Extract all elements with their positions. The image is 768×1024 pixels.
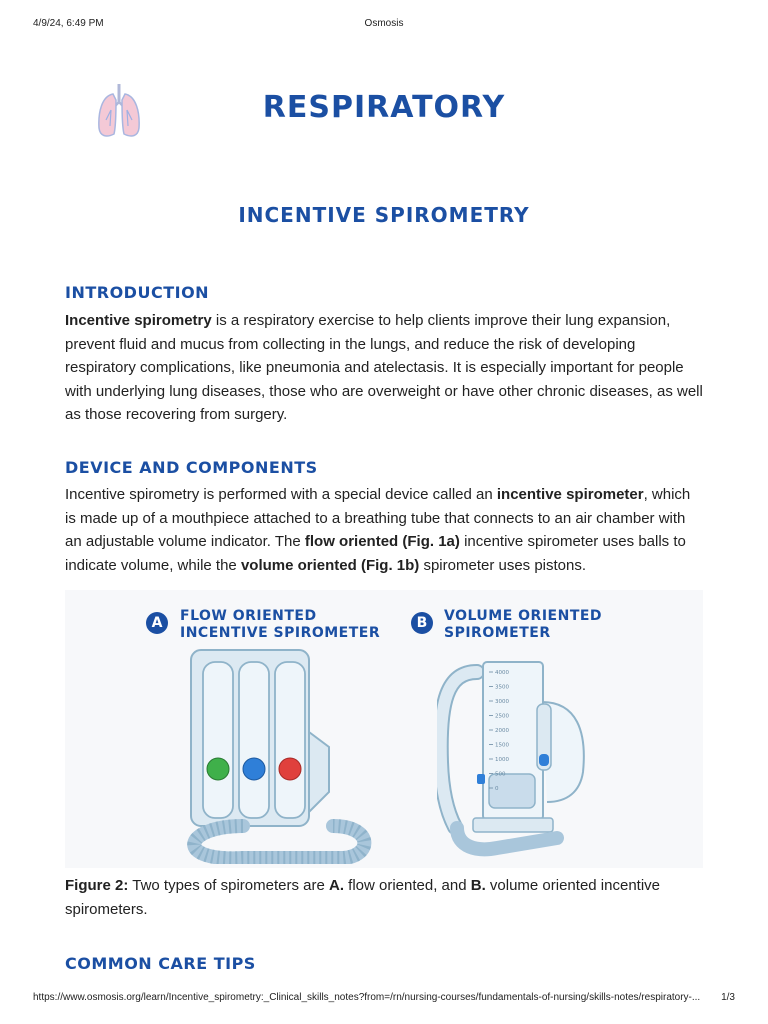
text-run: flow oriented, and (343, 877, 471, 894)
figure-b-badge: B (411, 612, 433, 634)
flow-spirometer-illustration (183, 642, 383, 864)
print-page-number: 1/3 (721, 992, 735, 1003)
section-heading-care-tips: COMMON CARE TIPS (65, 954, 256, 973)
page-subtitle: INCENTIVE SPIROMETRY (238, 203, 530, 227)
text-run: Incentive spirometry is performed with a special device called an (65, 486, 497, 503)
section-heading-device: DEVICE AND COMPONENTS (65, 458, 318, 477)
figure-a-badge: A (146, 612, 168, 634)
text-run: spirometer uses pistons. (419, 556, 587, 574)
print-timestamp: 4/9/24, 6:49 PM (33, 18, 104, 29)
text-run: , which is made up of a mouthpiece attached to a breathing tube that connects to an air chamber with an adjustable volume indicator. The (65, 486, 691, 550)
page-title: RESPIRATORY (262, 90, 506, 125)
print-header (33, 18, 735, 32)
scale-label: 1000 (495, 757, 509, 763)
scale-label: 0 (495, 786, 499, 792)
section-heading-introduction: INTRODUCTION (65, 283, 210, 302)
figure-a-title-line2: INCENTIVE SPIROMETER (180, 625, 381, 641)
text-run: is a respiratory exercise to help clients improve their lung expansion, prevent fluid and mucus from collecting in the lungs, and reduce the risk of developing respiratory complications, like pneumonia and atelectasis. It is especially important for people with underlying lung diseases, those who are overweight or have other chronic diseases, as well as those recovering from surgery. (65, 312, 703, 423)
bold-text: B. (470, 877, 486, 894)
bold-text: flow oriented (Fig. 1a) (304, 533, 460, 550)
figure-caption (65, 874, 705, 921)
bold-text: volume oriented (Fig. 1b) (240, 556, 420, 574)
volume-spirometer-illustration (437, 642, 597, 864)
scale-label: 2500 (495, 713, 509, 720)
blue-ball (243, 758, 265, 780)
print-url: https://www.osmosis.org/learn/Incentive_spirometry:_Clinical_skills_notes?from=/rn/nursing-courses/fundamentals-of-nursing/skills-notes/respiratory-... (33, 992, 701, 1003)
figure-b-title-line1: VOLUME ORIENTED (444, 608, 603, 624)
scale-label: 500 (495, 771, 506, 778)
red-ball (279, 758, 301, 780)
figure-a-title (180, 608, 380, 642)
text-run: Two types of spirometers are (128, 877, 329, 894)
text-run: volume oriented incentive spirometers. (65, 877, 660, 918)
spirometer-figure (65, 590, 703, 868)
figure-b-title-line2: SPIROMETER (444, 625, 551, 641)
device-paragraph (65, 483, 705, 577)
figure-a-title-line1: FLOW ORIENTED (180, 608, 317, 624)
bold-text: Figure 2: (65, 877, 129, 894)
green-ball (207, 758, 229, 780)
figure-b-title (444, 608, 602, 642)
scale-label: 3500 (495, 684, 509, 691)
scale-label: 2000 (495, 728, 509, 734)
scale-label: 4000 (495, 670, 509, 676)
scale-label: 3000 (495, 699, 509, 705)
bold-text: incentive spirometer (496, 486, 644, 503)
print-site-name: Osmosis (364, 18, 404, 29)
bold-text: A. (328, 877, 344, 894)
scale-label: 1500 (495, 742, 509, 749)
bold-text: Incentive spirometry (65, 312, 212, 329)
text-run: incentive spirometer uses balls to indicate volume, while the (65, 533, 686, 574)
print-footer (33, 992, 735, 1006)
introduction-paragraph (65, 309, 705, 427)
